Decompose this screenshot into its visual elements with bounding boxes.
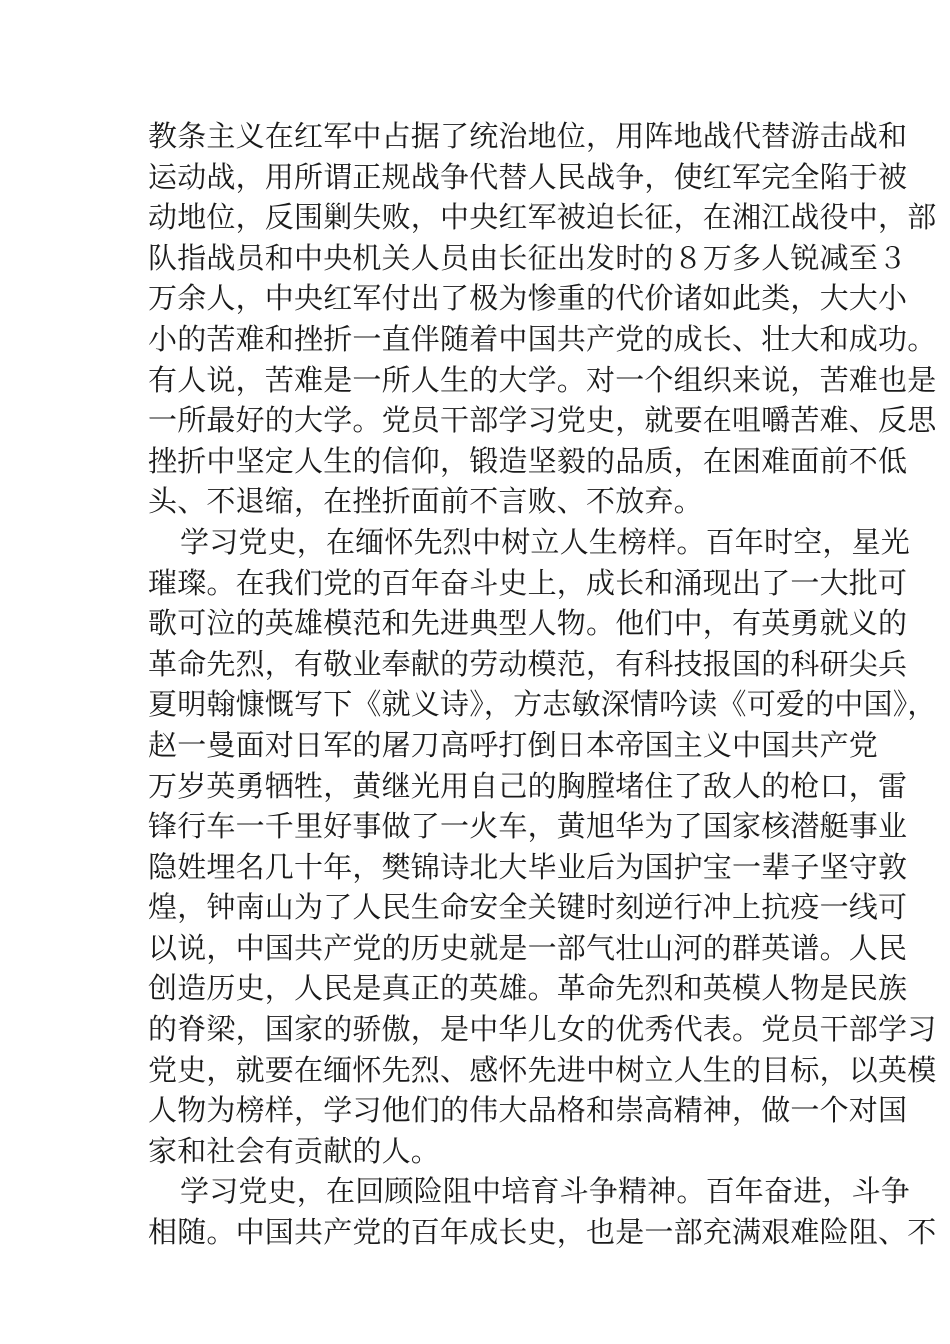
text-line: 动地位，反围剿失败，中央红军被迫长征，在湘江战役中，部	[148, 200, 937, 235]
text-line: 创造历史，人民是真正的英雄。革命先烈和英模人物是民族	[148, 971, 908, 1006]
text-line: 的脊梁，国家的骄傲，是中华儿女的优秀代表。党员干部学习	[148, 1012, 937, 1047]
paragraph-start-line: 学习党史，在缅怀先烈中树立人生榜样。百年时空，星光	[180, 524, 911, 559]
text-line: 煌，钟南山为了人民生命安全关键时刻逆行冲上抗疫一线可	[148, 890, 908, 925]
text-line: 头、不退缩，在挫折面前不言败、不放弃。	[148, 484, 703, 519]
text-line: 夏明翰慷慨写下《就义诗》，方志敏深情吟读《可爱的中国》，	[148, 687, 937, 722]
text-line: 挫折中坚定人生的信仰，锻造坚毅的品质，在困难面前不低	[148, 443, 908, 478]
text-line: 有人说，苦难是一所人生的大学。对一个组织来说，苦难也是	[148, 362, 937, 397]
text-line: 万岁英勇牺牲，黄继光用自己的胸膛堵住了敌人的枪口，雷	[148, 768, 908, 803]
text-line: 革命先烈，有敬业奉献的劳动模范，有科技报国的科研尖兵	[148, 646, 908, 681]
paragraph-start-line: 学习党史，在回顾险阻中培育斗争精神。百年奋进，斗争	[180, 1174, 911, 1209]
text-line: 党史，就要在缅怀先烈、感怀先进中树立人生的目标，以英模	[148, 1052, 937, 1087]
text-line: 教条主义在红军中占据了统治地位，用阵地战代替游击战和	[148, 119, 908, 153]
text-line: 相随。中国共产党的百年成长史，也是一部充满艰难险阻、不	[148, 1215, 937, 1250]
text-line: 隐姓埋名几十年，樊锦诗北大毕业后为国护宝一辈子坚守敦	[148, 849, 908, 884]
text-line: 万余人，中央红军付出了极为惨重的代价诸如此类，大大小	[148, 281, 908, 316]
text-line: 以说，中国共产党的历史就是一部气壮山河的群英谱。人民	[148, 930, 908, 965]
text-line: 家和社会有贡献的人。	[148, 1133, 441, 1168]
text-line: 运动战，用所谓正规战争代替人民战争，使红军完全陷于被	[148, 159, 908, 194]
text-line: 璀璨。在我们党的百年奋斗史上，成长和涌现出了一大批可	[148, 565, 908, 600]
text-line: 锋行车一千里好事做了一火车，黄旭华为了国家核潜艇事业	[148, 809, 908, 844]
text-line: 一所最好的大学。党员干部学习党史，就要在咀嚼苦难、反思	[148, 403, 937, 438]
body-text	[148, 116, 937, 1253]
text-line: 赵一曼面对日军的屠刀高呼打倒日本帝国主义中国共产党	[148, 727, 879, 762]
text-line: 队指战员和中央机关人员由长征出发时的８万多人锐减至３	[148, 240, 908, 275]
text-line: 小的苦难和挫折一直伴随着中国共产党的成长、壮大和成功。	[148, 321, 937, 356]
text-line: 歌可泣的英雄模范和先进典型人物。他们中，有英勇就义的	[148, 606, 908, 641]
text-line: 人物为榜样，学习他们的伟大品格和崇高精神，做一个对国	[148, 1093, 908, 1128]
